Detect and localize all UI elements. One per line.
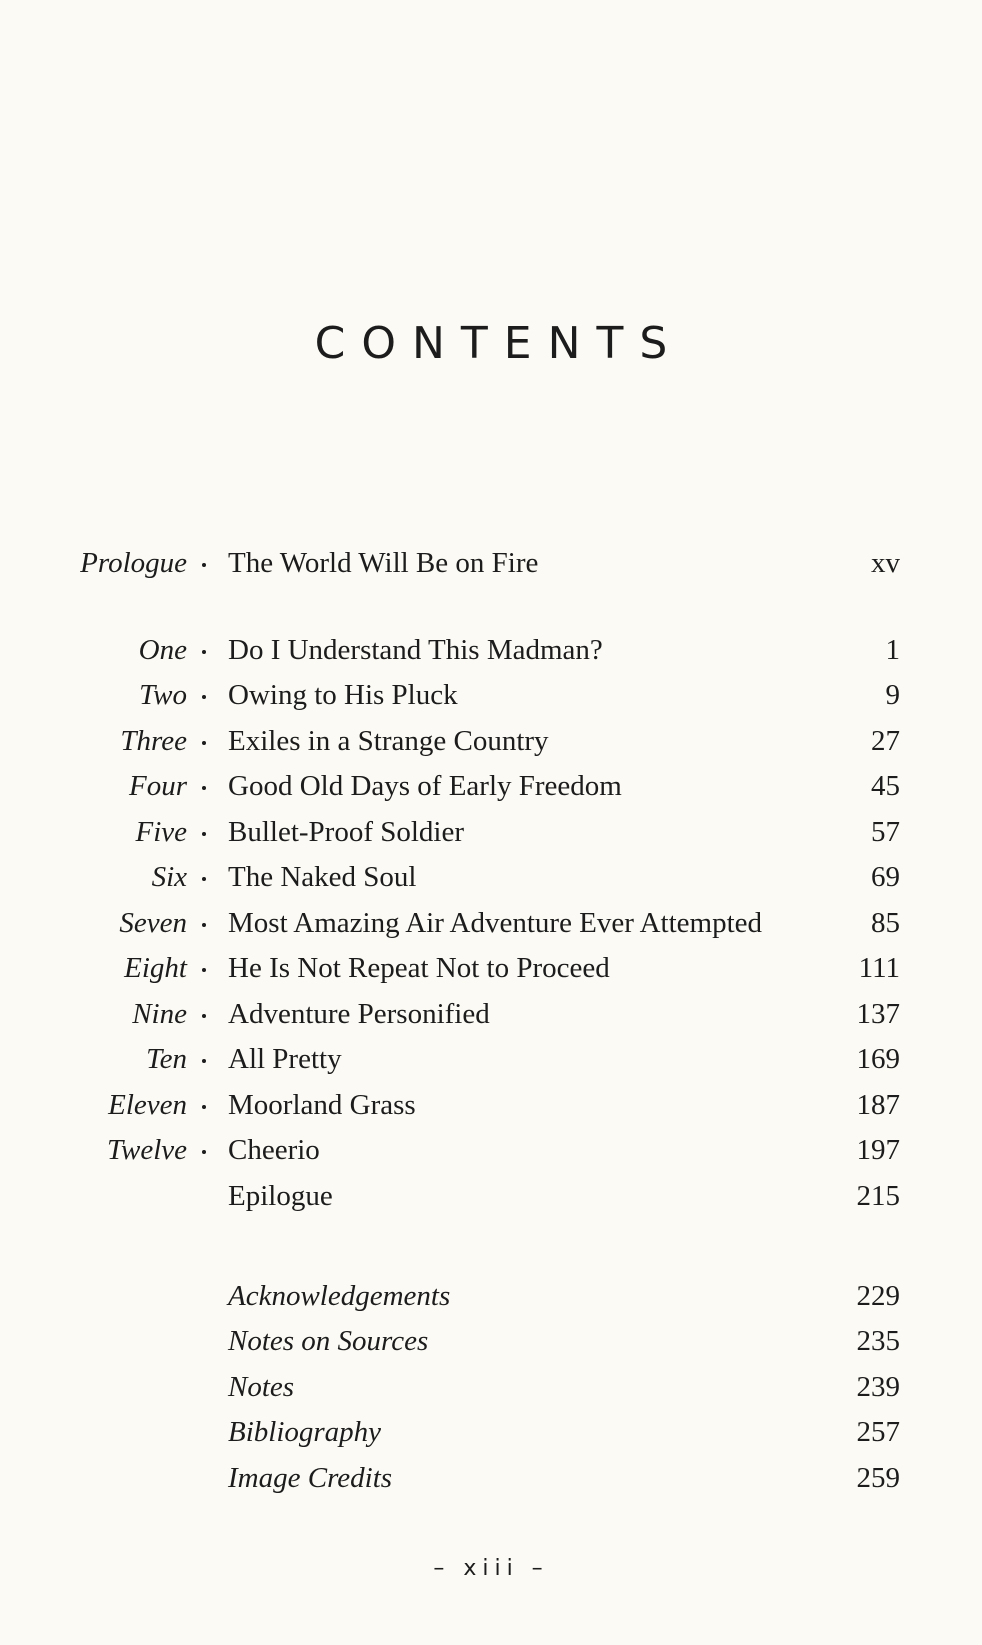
- toc-prologue-row: [0, 543, 982, 583]
- back-matter-page: 257: [856, 1416, 900, 1448]
- page-title: CONTENTS: [314, 318, 684, 369]
- chapter-label: One: [138, 634, 187, 666]
- chapter-label: Nine: [132, 998, 187, 1030]
- chapter-label: Three: [120, 725, 187, 757]
- chapter-page: 57: [871, 816, 900, 848]
- chapter-title: Cheerio: [228, 1134, 320, 1166]
- toc-chapter-row: [0, 812, 982, 852]
- epilogue-title: Epilogue: [228, 1180, 333, 1212]
- chapter-page: 27: [871, 725, 900, 757]
- chapter-title: Good Old Days of Early Freedom: [228, 770, 622, 802]
- chapter-label: Five: [135, 816, 187, 848]
- toc-chapter-row: [0, 1130, 982, 1170]
- toc-chapter-row: [0, 1039, 982, 1079]
- prologue-title: The World Will Be on Fire: [228, 547, 539, 579]
- chapter-page: 187: [856, 1089, 900, 1121]
- toc-chapter-row: [0, 675, 982, 715]
- chapter-page: 45: [871, 770, 900, 802]
- chapter-label: Two: [139, 679, 187, 711]
- chapter-page: 111: [858, 952, 900, 984]
- back-matter-title: Notes on Sources: [228, 1325, 429, 1357]
- separator-dot: [200, 903, 208, 943]
- chapter-title: Moorland Grass: [228, 1089, 416, 1121]
- toc-chapter-row: [0, 766, 982, 806]
- separator-dot: [200, 543, 208, 583]
- chapter-page: 137: [856, 998, 900, 1030]
- chapter-title: The Naked Soul: [228, 861, 417, 893]
- chapter-title: Adventure Personified: [228, 998, 490, 1030]
- chapter-page: 69: [871, 861, 900, 893]
- toc-chapter-row: [0, 721, 982, 761]
- separator-dot: [200, 1085, 208, 1125]
- toc-epilogue-row: [0, 1176, 982, 1216]
- toc-chapter-row: [0, 857, 982, 897]
- chapter-label: Seven: [119, 907, 187, 939]
- separator-dot: [200, 721, 208, 761]
- toc-chapter-row: [0, 948, 982, 988]
- chapter-page: 85: [871, 907, 900, 939]
- toc-back-matter-row: [0, 1458, 982, 1498]
- back-matter-title: Notes: [228, 1371, 295, 1403]
- separator-dot: [200, 948, 208, 988]
- toc-chapter-row: [0, 994, 982, 1034]
- separator-dot: [200, 1130, 208, 1170]
- back-matter-title: Image Credits: [228, 1462, 393, 1494]
- separator-dot: [200, 675, 208, 715]
- chapter-page: 1: [885, 634, 900, 666]
- epilogue-page: 215: [856, 1180, 900, 1212]
- page-number-footer: – xiii –: [433, 1556, 549, 1581]
- chapter-page: 197: [856, 1134, 900, 1166]
- back-matter-title: Bibliography: [228, 1416, 382, 1448]
- toc-chapter-row: [0, 903, 982, 943]
- separator-dot: [200, 994, 208, 1034]
- separator-dot: [200, 766, 208, 806]
- prologue-label: Prologue: [80, 547, 187, 579]
- chapter-page: 9: [885, 679, 900, 711]
- chapter-title: Exiles in a Strange Country: [228, 725, 549, 757]
- back-matter-page: 239: [856, 1371, 900, 1403]
- back-matter-page: 259: [856, 1462, 900, 1494]
- chapter-title: Most Amazing Air Adventure Ever Attempted: [228, 907, 762, 939]
- chapter-label: Ten: [146, 1043, 187, 1075]
- toc-chapter-row: [0, 630, 982, 670]
- chapter-title: Owing to His Pluck: [228, 679, 458, 711]
- back-matter-title: Acknowledgements: [228, 1280, 451, 1312]
- prologue-page: xv: [871, 547, 900, 579]
- back-matter-page: 235: [856, 1325, 900, 1357]
- toc-back-matter-row: [0, 1276, 982, 1316]
- toc-back-matter-row: [0, 1321, 982, 1361]
- chapter-label: Four: [129, 770, 187, 802]
- separator-dot: [200, 630, 208, 670]
- toc-chapter-row: [0, 1085, 982, 1125]
- toc-back-matter-row: [0, 1367, 982, 1407]
- chapter-title: Bullet-Proof Soldier: [228, 816, 465, 848]
- chapter-label: Twelve: [107, 1134, 187, 1166]
- back-matter-page: 229: [856, 1280, 900, 1312]
- chapter-title: He Is Not Repeat Not to Proceed: [228, 952, 610, 984]
- separator-dot: [200, 1039, 208, 1079]
- chapter-title: All Pretty: [228, 1043, 342, 1075]
- toc-back-matter-row: [0, 1412, 982, 1452]
- separator-dot: [200, 812, 208, 852]
- chapter-label: Eight: [124, 952, 187, 984]
- chapter-page: 169: [856, 1043, 900, 1075]
- chapter-label: Six: [151, 861, 187, 893]
- chapter-title: Do I Understand This Madman?: [228, 634, 603, 666]
- chapter-label: Eleven: [108, 1089, 187, 1121]
- separator-dot: [200, 857, 208, 897]
